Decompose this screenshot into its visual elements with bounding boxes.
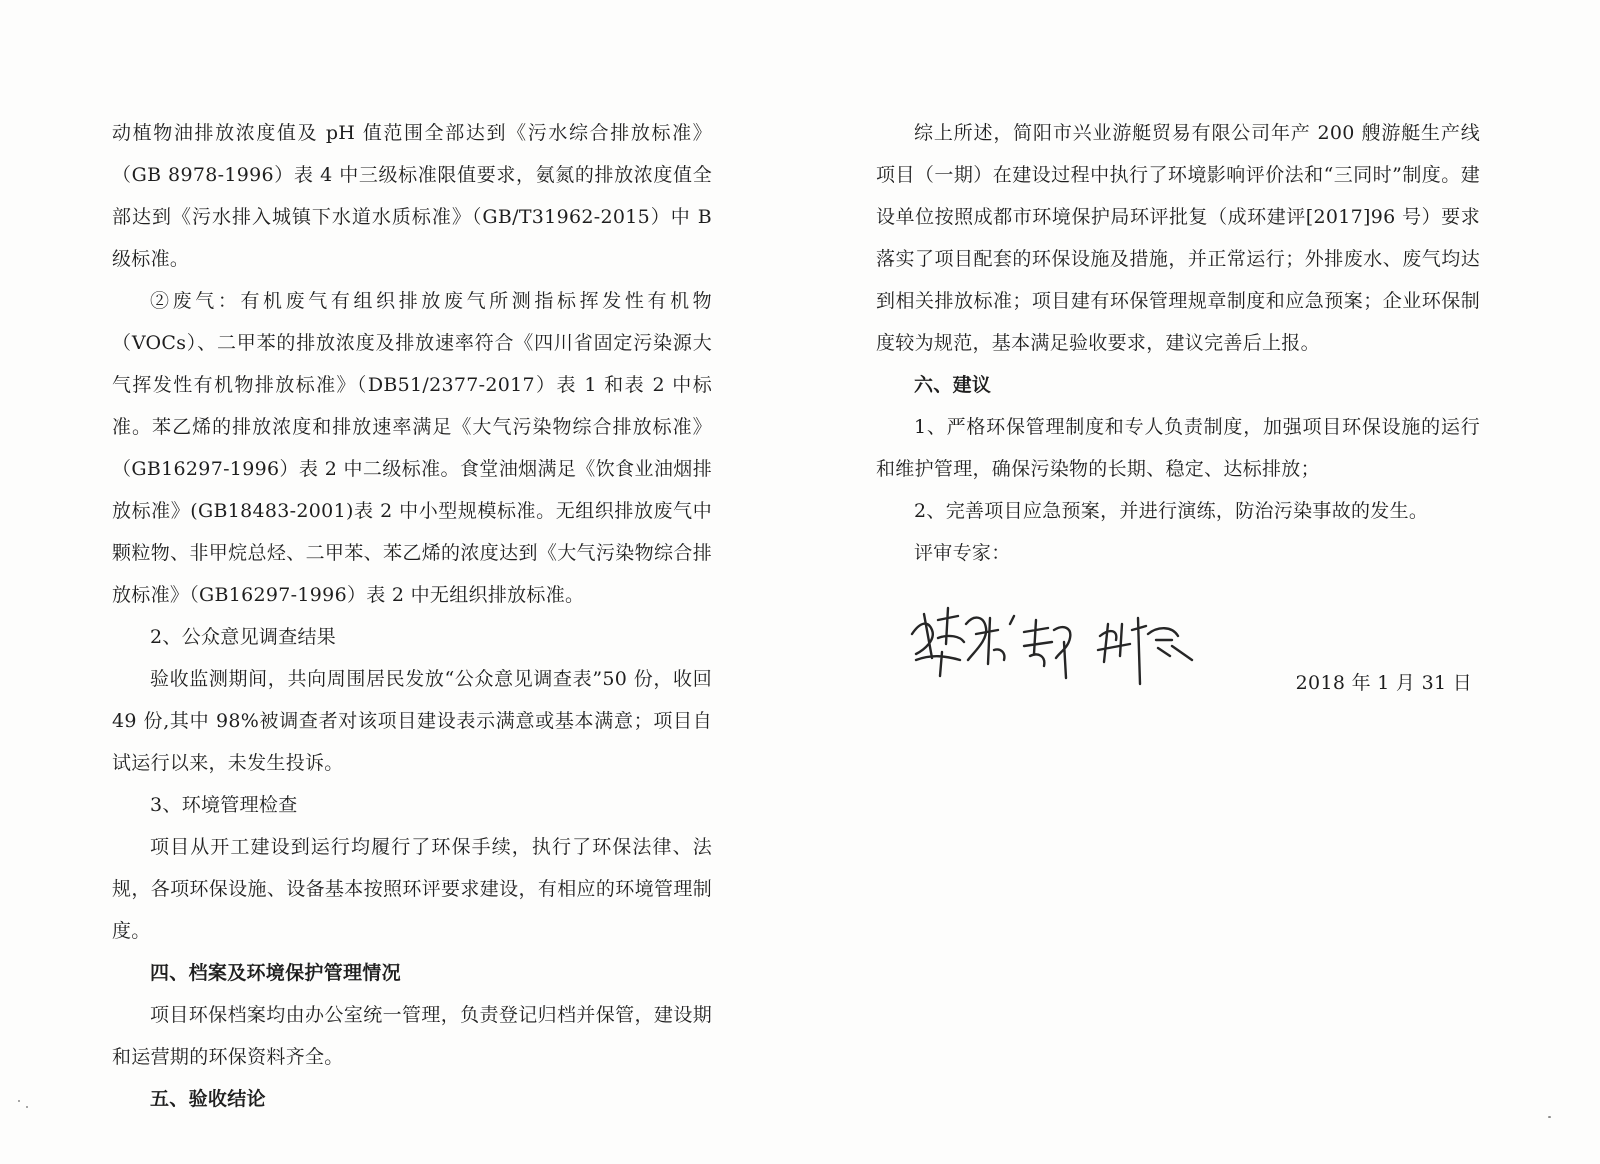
env-management-check-heading: 3、环境管理检查: [150, 794, 298, 816]
document-date: 2018 年 1 月 31 日: [1295, 672, 1472, 694]
public-survey-heading: 2、公众意见调查结果: [150, 626, 337, 648]
exhaust-gas-paragraph: ②废气：有机废气有组织排放废气所测指标挥发性有机物（VOCs）、二甲苯的排放浓度及排放速率符合《四川省固定污染源大气挥发性有机物排放标准》（DB51/2377-2017）表 1 和表 2 中标准。苯乙烯的排放浓度和排放速率满足《大气污染物综合排放标准》（GB16297-1996）表 2 中二级标准。食堂油烟满足《饮食业油烟排放标准》(GB18483-2001)表 2 中小型规模标准。无组织排放废气中颗粒物、非甲烷总烃、二甲苯、苯乙烯的浓度达到《大气污染物综合排放标准》（GB16297-1996）表 2 中无组织排放标准。: [112, 290, 712, 606]
reviewers-label: 评审专家：: [914, 542, 1011, 564]
right-column: [876, 112, 1480, 574]
archive-paragraph: 项目环保档案均由办公室统一管理，负责登记归档并保管，建设期和运营期的环保资料齐全。: [112, 1004, 712, 1068]
conclusion-summary-paragraph: 综上所述，简阳市兴业游艇贸易有限公司年产 200 艘游艇生产线项目（一期）在建设过程中执行了环境影响评价法和“三同时”制度。建设单位按照成都市环境保护局环评批复（成环建评[2017]96 号）要求落实了项目配套的环保设施及措施，并正常运行；外排废水、废气均达到相关排放标准；项目建有环保管理规章制度和应急预案；企业环保制度较为规范，基本满足验收要求，建议完善后上报。: [876, 122, 1480, 354]
scan-speck: [26, 1106, 28, 1108]
handwritten-signatures: [902, 594, 1222, 694]
wastewater-paragraph-continued: 动植物油排放浓度值及 pH 值范围全部达到《污水综合排放标准》（GB 8978-1996）表 4 中三级标准限值要求，氨氮的排放浓度值全部达到《污水排入城镇下水道水质标准》（GB/T31962-2015）中 B 级标准。: [112, 122, 712, 270]
acceptance-conclusion-heading: 五、验收结论: [150, 1088, 266, 1110]
suggestion-item-2: 2、完善项目应急预案，并进行演练，防治污染事故的发生。: [914, 500, 1429, 522]
suggestions-heading: 六、建议: [914, 374, 992, 396]
scan-speck: [18, 1100, 20, 1102]
left-column: [112, 112, 712, 1120]
suggestion-item-1: 1、严格环保管理制度和专人负责制度，加强项目环保设施的运行和维护管理，确保污染物的长期、稳定、达标排放；: [876, 416, 1480, 480]
scan-speck: [1548, 1116, 1551, 1118]
env-management-check-paragraph: 项目从开工建设到运行均履行了环保手续，执行了环保法律、法规，各项环保设施、设备基本按照环评要求建设，有相应的环境管理制度。: [112, 836, 712, 942]
archive-section-heading: 四、档案及环境保护管理情况: [150, 962, 401, 984]
public-survey-paragraph: 验收监测期间，共向周围居民发放“公众意见调查表”50 份，收回 49 份,其中 98%被调查者对该项目建设表示满意或基本满意；项目自试运行以来，未发生投诉。: [112, 668, 712, 774]
